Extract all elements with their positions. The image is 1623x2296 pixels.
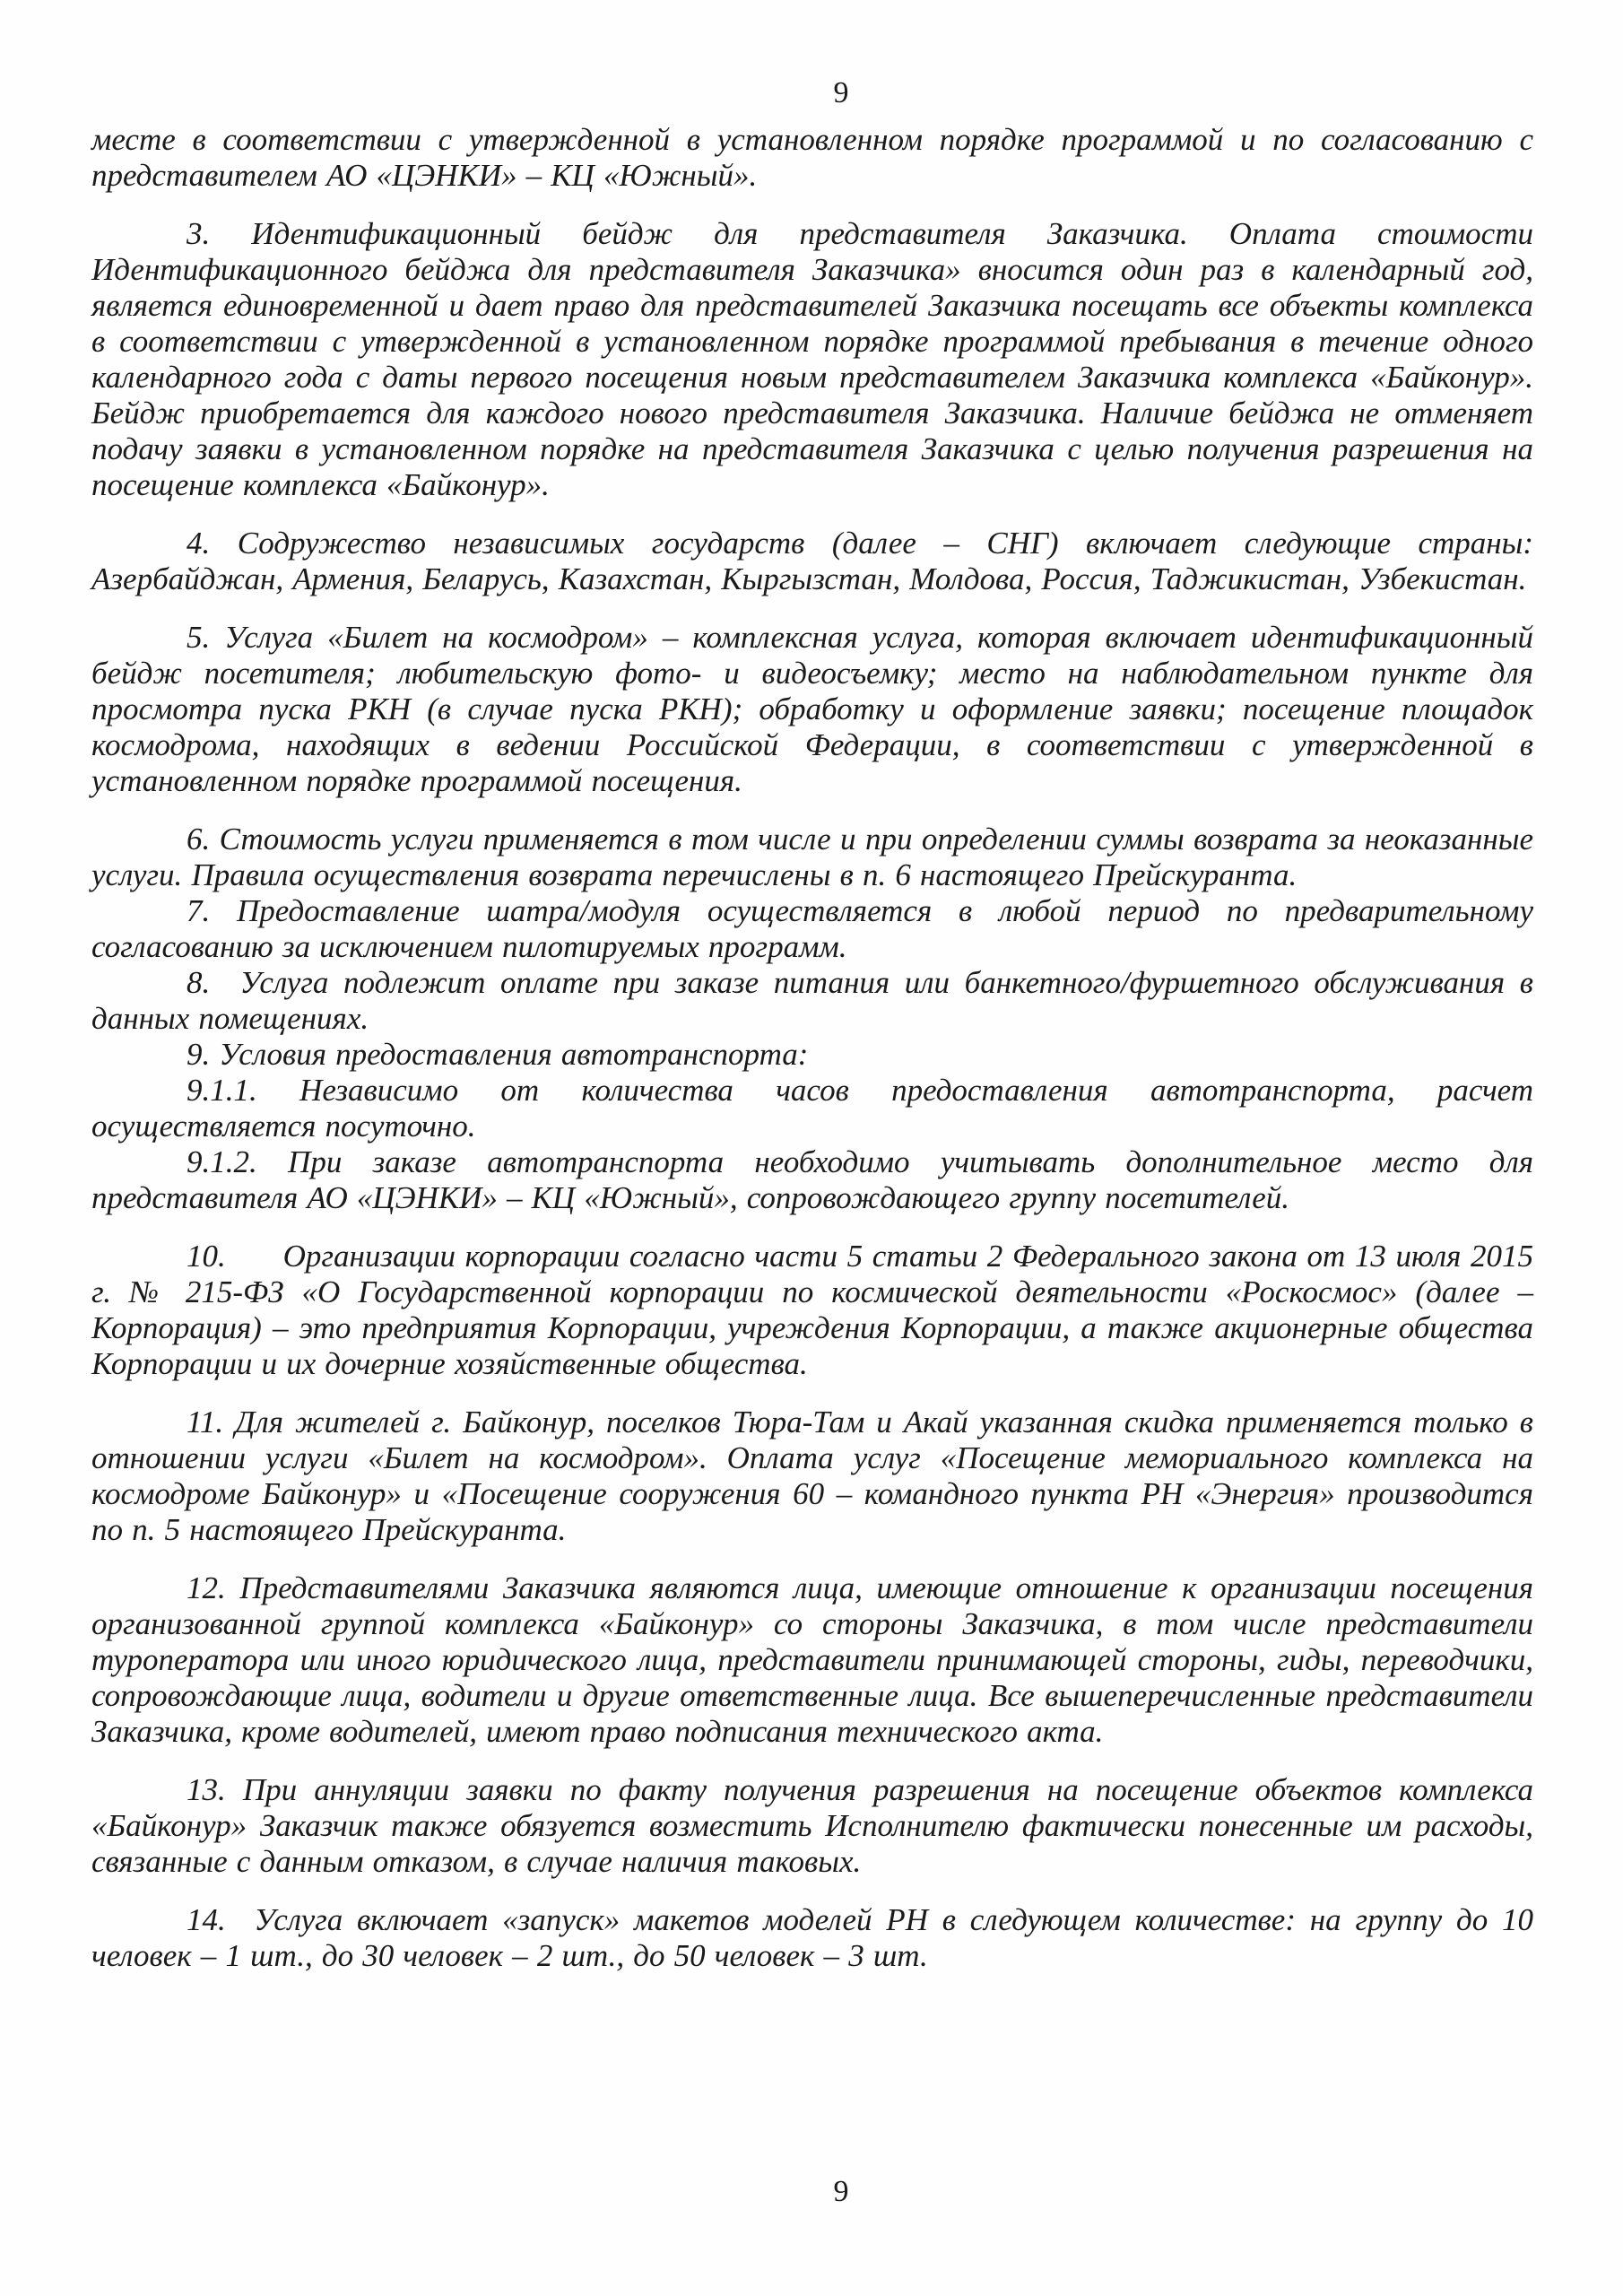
paragraph-item-6: 6. Стоимость услуги применяется в том числе и при определении суммы возврата за неоказанные услуги. Правила осуществления возврата перечислены в п. 6 настоящего Прейскуранта. [91,822,1533,892]
paragraph-item-3: 3. Идентификационный бейдж для представителя Заказчика. Оплата стоимости Идентификационного бейджа для представителя Заказчика» вносится один раз в календарный год, является единовременной и дает право для представителей Заказчика посещать все объекты комплекса в соответствии с утвержденной в установленном порядке программой пребывания в течение одного календарного года с даты первого посещения новым представителем Заказчика комплекса «Байконур». Бейдж приобретается для каждого нового представителя Заказчика. Наличие бейджа не отменяет подачу заявки в установленном порядке на представителя Заказчика с целью получения разрешения на посещение комплекса «Байконур». [91,216,1533,502]
paragraph-item-12: 12. Представителями Заказчика являются лица, имеющие отношение к организации посещения организованной группой комплекса «Байконур» со стороны Заказчика, в том числе представители туроператора или иного юридического лица, представители принимающей стороны, гиды, переводчики, сопровождающие лица, водители и другие ответственные лица. Все вышеперечисленные представители Заказчика, кроме водителей, имеют право подписания технического акта. [91,1570,1533,1749]
document-text-block [0,122,1623,1974]
paragraph-item-10: 10. Организации корпорации согласно части 5 статьи 2 Федерального закона от 13 июля 2015 г. № 215-ФЗ «О Государственной корпорации по космической деятельности «Роскосмос» (далее – Корпорация) – это предприятия Корпорации, учреждения Корпорации, а также акционерные общества Корпорации и их дочерние хозяйственные общества. [91,1239,1533,1381]
paragraph-continuation: месте в соответствии с утвержденной в установленном порядке программой и по согласованию с представителем АО «ЦЭНКИ» – КЦ «Южный». [91,122,1533,193]
paragraph-item-9: 9. Условия предоставления автотранспорта: [187,1037,809,1072]
paragraph-item-5: 5. Услуга «Билет на космодром» – комплексная услуга, которая включает идентификационный бейдж посетителя; любительскую фото- и видеосъемку; место на наблюдательном пункте для просмотра пуска РКН (в случае пуска РКН); обработку и оформление заявки; посещение площадок космодрома, находящих в ведении Российской Федерации, в соответствии с утвержденной в установленном порядке программой посещения. [91,620,1533,798]
page-number-bottom: 9 [833,2175,849,2208]
paragraph-item-8: 8. Услуга подлежит оплате при заказе питания или банкетного/фуршетного обслуживания в данных помещениях. [91,965,1533,1036]
paragraph-item-7: 7. Предоставление шатра/модуля осуществляется в любой период по предварительному согласованию за исключением пилотируемых программ. [91,893,1533,964]
paragraph-item-11: 11. Для жителей г. Байконур, поселков Тюра-Там и Акай указанная скидка применяется только в отношении услуги «Билет на космодром». Оплата услуг «Посещение мемориального комплекса на космодроме Байконур» и «Посещение сооружения 60 – командного пункта РН «Энергия» производится по п. 5 настоящего Прейскуранта. [91,1405,1533,1547]
paragraph-item-14: 14. Услуга включает «запуск» макетов моделей РН в следующем количестве: на группу до 10 человек – 1 шт., до 30 человек – 2 шт., до 50 человек – 3 шт. [91,1902,1533,1973]
paragraph-item-4: 4. Содружество независимых государств (далее – СНГ) включает следующие страны: Азербайджан, Армения, Беларусь, Казахстан, Кыргызстан, Молдова, Россия, Таджикистан, Узбекистан. [91,526,1533,596]
paragraph-item-9-1-2: 9.1.2. При заказе автотранспорта необходимо учитывать дополнительное место для представителя АО «ЦЭНКИ» – КЦ «Южный», сопровождающего группу посетителей. [91,1144,1533,1215]
page-number-top: 9 [833,76,849,109]
paragraph-item-13: 13. При аннуляции заявки по факту получения разрешения на посещение объектов комплекса «Байконур» Заказчик также обязуется возместить Исполнителю фактически понесенные им расходы, связанные с данным отказом, в случае наличия таковых. [91,1772,1533,1879]
paragraph-item-9-1-1: 9.1.1. Независимо от количества часов предоставления автотранспорта, расчет осуществляется посуточно. [91,1073,1533,1144]
